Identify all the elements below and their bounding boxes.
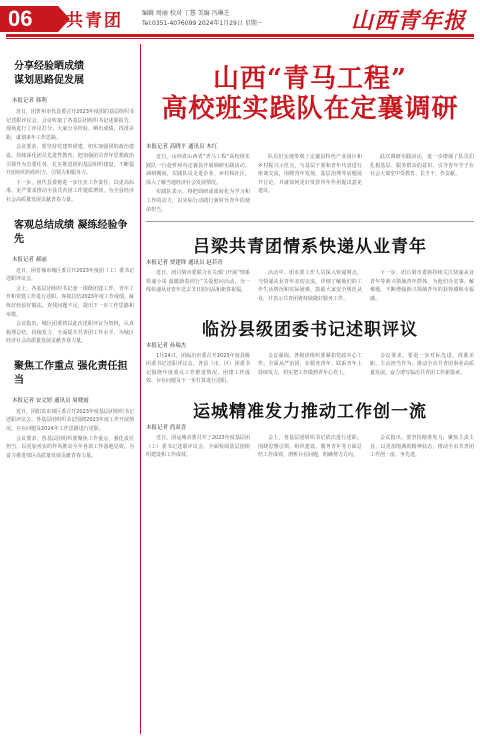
article-paragraph: 近日，团吕梁市委联合有关部门开展“情系快递小哥 温暖新春同行”关爱慰问活动，为一线快递从业青年送去节日慰问品和新春祝福。 (146, 270, 250, 294)
lead-paragraph: 队员们实地参观了定襄县特色产业园区和乡村振兴示范点，与基层干部和青年代表进行座谈交流，围绕青年发展、基层治理等话题展开讨论，并就如何更好发挥青年作用提出意见建议。 (258, 154, 362, 195)
article-byline: 本报记者 孙瑞杰 (146, 342, 187, 349)
article-paragraph: 会上，各基层团组织书记依次进行述职，围绕思想引领、组织建设、服务青年等方面总结工作成效，剖析存在问题，明确努力方向。 (258, 434, 362, 459)
lead-paragraph: 此次调研实践活动，进一步增强了队员们扎根基层、服务群众的意识，引导青年学子在社会大课堂中受教育、长才干、作贡献。 (370, 154, 474, 178)
sidebar-article-title (14, 360, 134, 388)
article-headline: 临汾县级团委书记述职评议 (202, 319, 418, 340)
sidebar-paragraph: 近日，团忻州市代县委召开2023年度团的基层组织书记述职评议会。会议听取了各基层团组织书记述职报告，现场进行了评议打分。大家分享经验、晒出成绩、找准差距，谋划来年工作思路。 (6, 109, 134, 141)
article-paragraph: 会议强调，各级团组织要紧扣党政中心工作，全面从严治团，在服务青年、联系青年上持续发力，切实把工作做到青年心坎上。 (258, 352, 362, 376)
article-body (146, 269, 474, 304)
lead-byline: 本报记者 高晓平 通讯员 木红 (146, 144, 218, 150)
page-number: 06 (0, 6, 58, 32)
column-divider (140, 44, 141, 734)
text-column (146, 153, 250, 215)
lead-headline-line1: 山西“青马工程” (213, 64, 407, 94)
text-column (146, 434, 250, 461)
sidebar-paragraph: 会议要求，各基层团组织要聚焦工作重点，强化责任担当，以更加务实的作风推动全年各项工作落地见效，为奋力推进郊区高质量发展贡献青春力量。 (6, 435, 134, 459)
article-body (146, 352, 474, 387)
lead-headline (146, 64, 474, 124)
section-divider (146, 221, 474, 222)
contact-date: Tel:0351-4076099 2024年1月29日 星期一 (142, 20, 263, 27)
article-headline: 吕梁共青团情系快递从业青年 (193, 237, 427, 258)
article-paragraph: 活动中，团市委工作人员深入快递网点，与快递从业青年亲切交流，详细了解他们的工作生活情况和实际困难，鼓励大家安全规范从业，并表示共青团将持续做好服务工作。 (258, 270, 362, 302)
section-title: 共青团 (66, 11, 123, 31)
article-byline: 本报记者 尚双喜 (146, 424, 187, 431)
newspaper-logo: 山西青年报 (350, 8, 466, 34)
lead-paragraph: 实践队表示，将把调研成果转化为学习和工作的动力，以实际行动践行新时代青年的使命担当。 (146, 189, 250, 213)
text-column (370, 352, 474, 387)
text-column (258, 153, 362, 215)
article-paragraph: 会议要求，要进一步对标先进、找准差距，主动担当作为，推动全市共青团事业高质量发展，奋力谱写临汾共青团工作新篇章。 (370, 352, 474, 376)
sidebar-paragraph: 近日，团晋城市城区委召开2023年度团（工）委书记述职评议会。 (6, 267, 134, 283)
page-header (0, 0, 480, 40)
text-column (258, 269, 362, 304)
article-headline: 运城精准发力推动工作创一流 (193, 401, 427, 422)
lead-body (146, 153, 474, 215)
sidebar-paragraph: 下一步，团代县委将进一步压实工作责任，以更高标准、更严要求推动全县共青团工作提质增效，为全县经济社会高质量发展贡献青春力量。 (6, 179, 134, 203)
sidebar-byline: 本报记者 安文婷 通讯员 周晓霞 (12, 397, 89, 404)
sidebar-byline: 本报记者 郝丽 (12, 256, 47, 263)
article-body (146, 434, 474, 461)
sidebar-article-title (14, 60, 134, 88)
sidebar-title-line: 客观总结成绩 凝练经验争先 (14, 219, 128, 245)
sidebar-paragraph: 近日，团阳泉市郊区委召开2023年度基层团组织书记述职评议会。各基层团组织书记围绕2023年度工作开展情况、存在问题及2024年工作思路进行述职。 (6, 408, 134, 433)
article-byline: 本报记者 贾建锋 通讯员 赵若青 (146, 260, 223, 267)
article-paragraph: 下一步，团吕梁市委将持续关注快递从业青年等新兴领域青年群体，为他们办实事、解难题，不断增强新兴领域青年的获得感和幸福感。 (370, 270, 474, 302)
text-column (146, 269, 250, 304)
text-column (370, 269, 474, 304)
article-paragraph: 1月24日，团临汾市委召开2023年度县级团委书记述职评议会。各县（市、区）团委书记围绕年度重点工作推进情况、团建工作成效、存在问题及下一步打算进行述职。 (146, 352, 250, 385)
article-paragraph: 会议指出，要坚持精准发力，聚焦主责主业，以更加饱满的精神状态，推动全市共青团工作创一流、争先进。 (370, 434, 474, 459)
editor-credits: 编辑 周丽 校对 丁慧 美编 冯琳芝 (142, 10, 230, 17)
text-column (370, 434, 474, 461)
header-rule (6, 34, 474, 37)
sidebar-paragraph: 会议要求，要坚持党建带团建，切实加强团的政治建设，持续深化团员先进性教育，把加强团员青年思想政治引领作为首要任务，扎实推进团的基层组织建设，不断提升团组织的组织力、引领力和服务力。 (6, 144, 134, 177)
text-column (146, 352, 250, 387)
text-column (258, 434, 362, 461)
sidebar-paragraph: 会上，各基层团组织书记逐一围绕团建工作、青年工作和党建工作进行述职，客观总结2023年度工作成绩，凝练好经验好做法，查找问题不足，提出下一步工作思路和举措。 (6, 285, 134, 318)
sidebar-title-line: 谋划思路促发展 (14, 75, 84, 86)
left-column (6, 46, 134, 461)
main-content (146, 46, 474, 461)
sidebar-paragraph: 会议指出，城区团委将以此次述职评议为契机，认真梳理总结，持续发力，全面提升共青团工作水平，为城区经济社会高质量发展贡献青春力量。 (6, 321, 134, 345)
lead-paragraph: 近日，山西省山西省“青马工程”高校班实践队一行赴忻州市定襄县开展调研实践活动。调研期间，实践队员走进企业、乡村和社区，深入了解当地经济社会发展情况。 (146, 154, 250, 186)
sidebar-article-title (14, 219, 134, 247)
article-paragraph: 近日，团运城市委召开了2023年度基层团（工）委书记述职评议会，全面检阅基层团组织建设和工作成效。 (146, 434, 250, 459)
header-rule-thin (6, 38, 474, 39)
sidebar-title-line: 聚焦工作重点 强化责任担当 (14, 360, 128, 386)
text-column (370, 153, 474, 215)
article-list (146, 236, 474, 461)
sidebar-byline: 本报记者 韩利 (12, 98, 47, 104)
sidebar-title-line: 分享经验晒成绩 (14, 61, 84, 72)
text-column (258, 352, 362, 387)
lead-headline-line2: 高校班实践队在定襄调研 (161, 94, 459, 124)
